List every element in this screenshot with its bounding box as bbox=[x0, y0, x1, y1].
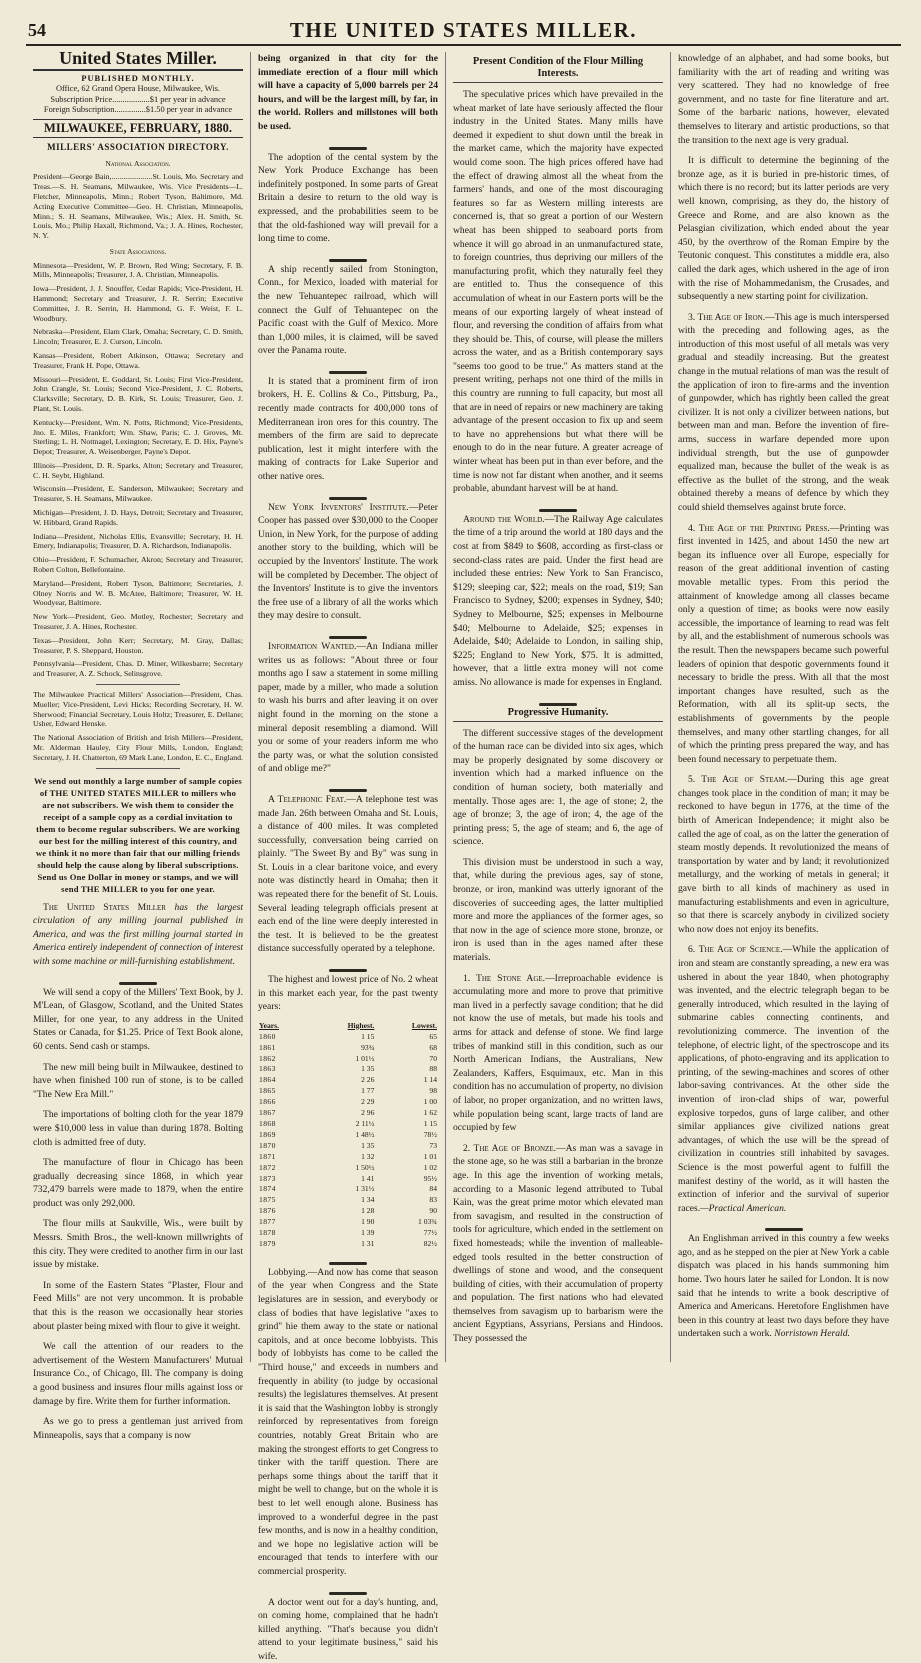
science-source: —Practical American. bbox=[700, 1203, 786, 1214]
table-row bbox=[258, 1141, 438, 1152]
table-cell-lowest: 1 00 bbox=[375, 1097, 438, 1108]
article-science-age: —While the application of iron and steam are constantly spreading, a new era was ushered in about the year 1840, when photography was invented, and the electric telegraph began to be generally introduced, which resulted in the laying of submarine cables connecting continents, and revolutionizing commerce. The invention of the telephone, of electric light, of the spectroscope and its applications, of photo-engraving and its application to printing, of the sewing-machines and scores of other labor-saving contrivances. At the other side the invention of iron-clad ships of war, powerful explosive torpedos, guns of large caliber, and other similar appliances give civilized nations great advantages, of which the use will be the spread of civilization in countries still inhabited by savages. Science is the most powerful agent to fulfill the manifest destiny of the world, as it will hasten the extinction of inferior and the survival of superior races. bbox=[678, 944, 889, 1213]
telephone-lead: A Telephonic Feat. bbox=[268, 794, 346, 805]
table-cell-year: 1875 bbox=[258, 1195, 309, 1206]
table-cell-year: 1867 bbox=[258, 1108, 309, 1119]
article-lobbying: Lobbying.—And now has come that season of the year when Congress and the State legislatures are in session, and everybody or class of bodies that have legislative "axes to grind" hie them away to the state or national capitols, and at once become lobbyists. This body of lobbyists has come to be called the "Third house," and exceeds in numbers and frequently in ability (to judge by occasional results) the legislatures themselves. At present it is said that the Washington lobby is strongly reinforced by representatives from foreign countries, notably Great Britain who are making the strongest efforts to get Congress to tinker with the tariff question. There are perhaps some things about the tariff that it might be well to change, but on the whole it is best to let well enough alone. Business has improved to a wonderful degree in the past few months, and is now in a healthy condition, and we hope no legislative action will be encouraged that tends to interfere with our commercial prosperity. bbox=[258, 1266, 438, 1579]
science-age-lead: 6. The Age of Science. bbox=[688, 944, 783, 955]
divider bbox=[96, 768, 180, 769]
state-entry: Minnesota—President, W. P. Brown, Red Wing; Secretary, F. B. Mills, Minneapolis; Treasurer, J. A. Christian, Minneapolis. bbox=[33, 261, 243, 281]
state-entry: Illinois—President, D. R. Sparks, Alton; Secretary and Treasurer, C. H. Seybt, Highland. bbox=[33, 461, 243, 481]
table-cell-highest: 1 50½ bbox=[309, 1163, 375, 1174]
state-heading: State Associations. bbox=[33, 245, 243, 259]
state-entry: Michigan—President, J. D. Hays, Detroit; Secretary and Treasurer, W. Hibbard, Grand Rapids. bbox=[33, 508, 243, 528]
article-inventors-institute: —Peter Cooper has passed over $30,000 to the Cooper Union, in New York, for the purpose of adding another story to the building, which will be occupied by the Inventors' Institute. The work will be completed by December. The object of the Inventors' Institute is to give the inventors the free use of a library of all the works which they may desire to consult. bbox=[258, 502, 438, 622]
state-entry: Iowa—President, J. J. Snouffer, Cedar Rapids; Vice-President, H. Hammond; Secretary and Treasurer, J. R. Serrin; Executive Committee, J. R. Serrin, H. Hammond, G. F. Weist, F. L. Woodbury. bbox=[33, 284, 243, 323]
table-cell-highest: 1 15 bbox=[309, 1032, 375, 1043]
table-row bbox=[258, 1184, 438, 1195]
article-ages-division: This division must be understood in such a way, that, while during the previous ages, say of stone, bronze, or iron, mankind was utterly ignorant of the discoveries of succeeding ages, the latter multiplied more and more the appliances of the former ages, so that now in the age of science more stone, bronze, or iron is used than in the ages named after these materials. bbox=[453, 856, 663, 965]
table-row bbox=[258, 1217, 438, 1228]
table-cell-year: 1863 bbox=[258, 1064, 309, 1075]
article-insurance: We call the attention of our readers to the advertisement of the Western Manufacturers' Mutual Insurance Co., of Chicago, Ill. The company is doing a good business and insures flour mills against loss or damage by fire. Write them for further information. bbox=[33, 1340, 243, 1408]
masthead: United States Miller. bbox=[33, 52, 243, 71]
table-cell-highest: 1 77 bbox=[309, 1086, 375, 1097]
table-cell-lowest: 65 bbox=[375, 1032, 438, 1043]
table-cell-lowest: 1 14 bbox=[375, 1075, 438, 1086]
columns bbox=[26, 52, 901, 1362]
wheat-price-table bbox=[258, 1021, 438, 1250]
ornament-divider bbox=[258, 1586, 438, 1592]
table-row bbox=[258, 1174, 438, 1185]
ornament-divider bbox=[258, 491, 438, 497]
table-cell-year: 1865 bbox=[258, 1086, 309, 1097]
state-entry: Kansas—President, Robert Atkinson, Ottawa; Secretary and Treasurer, Frank H. Pope, Ottawa. bbox=[33, 351, 243, 371]
table-cell-highest: 1 90 bbox=[309, 1217, 375, 1228]
article-bronze-age: —As man was a savage in the stone age, so he was still a barbarian in the bronze age. In this age the invention of working metals, according to a Masonic legend attributed to Tubal Kain, was the great prime motor which elevated man from savagism, and resulted in the construction of tools for agriculture, which ended in the settlement on fixed homesteads; while the invention of malleable-edged tools resulted in the better construction of dwellings of stone and wood, and the consequent building of cities, with their accumulation of property and population. The first nations who had elevated themselves from savagism up to barbarism were the ancient Egyptians, Assyrians, Persians and Hindoos. They possessed the bbox=[453, 1143, 663, 1344]
article-wheat-prices: The highest and lowest price of No. 2 wheat in this market each year, for the past twenty years: bbox=[258, 973, 438, 1014]
iron-age-lead: 3. The Age of Iron. bbox=[688, 312, 765, 323]
table-cell-highest: 2 26 bbox=[309, 1075, 375, 1086]
table-cell-lowest: 1 62 bbox=[375, 1108, 438, 1119]
state-entry: Pennsylvania—President, Chas. D. Miner, Wilkesbarre; Secretary and Treasurer, A. Z. Schock, Selinsgrove. bbox=[33, 659, 243, 679]
article-englishman: An Englishman arrived in this country a few weeks ago, and as he stepped on the pier at New York a cable dispatch was placed in his hands summoning him home. Two hours later he sailed for London. It is now said that he intends to write a book descriptive of America and Americans. Heretofore Englishmen have been in this country at least two days before they have undertaken such a work. bbox=[678, 1233, 889, 1339]
stone-age-lead: 1. The Stone Age. bbox=[463, 973, 545, 984]
table-cell-highest: 1 34 bbox=[309, 1195, 375, 1206]
column-4 bbox=[671, 52, 896, 1362]
table-cell-highest: 93¾ bbox=[309, 1043, 375, 1054]
article-flour-milling: The speculative prices which have prevailed in the wheat market of late have seriously affected the flour industry in the United States. Many mills have deemed it expedient to shut down until the break in the market came, which the majority have expected would come soon. The high prices offered have had the effect of drawing almost all the wheat from the farmers' hands, and one of the most discouraging features so far as Western milling interests are concerned is, that so great a portion of our Western wheat has been shipped to seaboard ports from whence it will go abroad in an unmanufactured state, to foreign countries, thus depriving our millers of the manufacturing profit, which they naturally feel they are entitled to. Thus the consequence of this accumulation of wheat in our Eastern ports will be the means of our exporting largely of wheat instead of flour, and reversing the condition of affairs from what they should be. This, of course, will please the millers across the water, and as a British contemporary says "seems too good to be true." As matters stand at the present writing, perhaps not one third of the mills in this country are running to full capacity, but most all that are in need of repairs or new machinery are taking advantage of the present occasion to fix up and seem to have no apprehensions but what there will be enough to do in the near future. A greater acreage of winter wheat has been put in than ever before, and the time is now not far distant when another, and it seems probable, abundant harvest will be at hand. bbox=[453, 88, 663, 496]
article-around-world: —The Railway Age calculates the time of a trip around the world at 180 days and the cost at from $849 to $608, according as first-class or second-class rates are paid. Under the first head are included these entries: New York to San Francisco, $129; sleeping car, $22; meals on the road, $19; San Francisco to Sydney, $200; expenses in Sydney, $40; Sydney to Melbourne, $25; expenses in Melbourne $40; Melbourne to Adelaide, $25; expenses in Adelaide, $40; Adelaide to London, in sailing ship, $225; England to New York, $75. It is admitted, however, that a little extra money will not come amiss. No allowance is made for expenses in England. bbox=[453, 514, 663, 688]
subscription-price: Subscription Price..................$1 per year in advance bbox=[33, 95, 243, 106]
article-steam-age: —During this age great changes took place in the condition of man; it may be reckoned to have begun in 1776, at the time of the birth of American Independence; it might also be called the age of coal, as on the latter the generation of steam mostly depends. It revolutionized the means of transportation by water and by land; it revolutionized metallurgy, and the working of metals in general; it gave birth to all kinds of machinery as used in manufacturing establishments and even in agriculture, so that there is scarcely anybody in civilized society who now does not enjoy its benefits. bbox=[678, 774, 889, 935]
table-cell-lowest: 1 15 bbox=[375, 1119, 438, 1130]
table-cell-year: 1877 bbox=[258, 1217, 309, 1228]
table-cell-highest: 1 31½ bbox=[309, 1184, 375, 1195]
table-cell-lowest: 1 02 bbox=[375, 1163, 438, 1174]
table-cell-year: 1862 bbox=[258, 1054, 309, 1065]
table-row bbox=[258, 1054, 438, 1065]
table-cell-year: 1869 bbox=[258, 1130, 309, 1141]
table-cell-year: 1874 bbox=[258, 1184, 309, 1195]
article-information-wanted: —An Indiana miller writes us as follows: "About three or four months ago I saw a statement in some milling paper, made by a miller, who made a solution to wash his burrs and after leaving it on over night found in the morning on the stone a mineral deposit resembling a diamond. Will you or some of your readers inform me who the party was, or what the solution consisted of and oblige me?" bbox=[258, 641, 438, 774]
ornament-divider bbox=[33, 976, 243, 982]
page-number: 54 bbox=[28, 20, 46, 41]
table-cell-lowest: 83 bbox=[375, 1195, 438, 1206]
table-cell-highest: 2 96 bbox=[309, 1108, 375, 1119]
bronze-age-lead: 2. The Age of Bronze. bbox=[463, 1143, 556, 1154]
wheat-table-body bbox=[258, 1032, 438, 1250]
ornament-divider bbox=[453, 697, 663, 703]
table-cell-highest: 1 35 bbox=[309, 1064, 375, 1075]
table-cell-lowest: 95½ bbox=[375, 1174, 438, 1185]
column-2 bbox=[251, 52, 446, 1362]
article-textbook: We will send a copy of the Millers' Text Book, by J. M'Lean, of Glasgow, Scotland, and the United States Miller, for one year, to any address in the United States or Canada, for $1.25. Price of Text Book alone, 60 cents. Send cash or stamps. bbox=[33, 986, 243, 1054]
table-header-years: Years. bbox=[258, 1021, 309, 1032]
running-header bbox=[26, 14, 901, 46]
circulation-lead: The United States Miller bbox=[43, 902, 166, 913]
table-cell-lowest: 90 bbox=[375, 1206, 438, 1217]
table-cell-highest: 1 41 bbox=[309, 1174, 375, 1185]
ornament-divider bbox=[453, 503, 663, 509]
article-doctor-hunting: A doctor went out for a day's hunting, and, on coming home, complained that he hadn't killed anything. "That's because you didn't attend to your legitimate business," said his wife. bbox=[258, 1596, 438, 1663]
table-row bbox=[258, 1075, 438, 1086]
ornament-divider bbox=[258, 630, 438, 636]
table-cell-year: 1872 bbox=[258, 1163, 309, 1174]
table-cell-year: 1876 bbox=[258, 1206, 309, 1217]
table-cell-lowest: 82½ bbox=[375, 1239, 438, 1250]
office-address: Office, 62 Grand Opera House, Milwaukee, Wis. bbox=[33, 84, 243, 95]
divider bbox=[96, 684, 180, 685]
dateline: MILWAUKEE, FEBRUARY, 1880. bbox=[33, 119, 243, 139]
ornament-divider bbox=[258, 783, 438, 789]
table-cell-year: 1861 bbox=[258, 1043, 309, 1054]
article-chicago-flour: The manufacture of flour in Chicago has been gradually decreasing since 1868, in which year 732,479 barrels were made to 1879, when the entire product was only 292,000. bbox=[33, 1156, 243, 1210]
state-entry: New York—President, Geo. Motley, Rochester; Secretary and Treasurer, J. A. Hines, Rochester. bbox=[33, 612, 243, 632]
ornament-divider bbox=[258, 1256, 438, 1262]
table-cell-lowest: 98 bbox=[375, 1086, 438, 1097]
state-entry: Wisconsin—President, E. Sanderson, Milwaukee; Secretary and Treasurer, S. H. Seamans, Milwaukee. bbox=[33, 484, 243, 504]
table-cell-lowest: 88 bbox=[375, 1064, 438, 1075]
information-wanted-lead: Information Wanted. bbox=[268, 641, 356, 652]
column-1 bbox=[26, 52, 251, 1362]
state-entry: Ohio—President, F. Schumacher, Akron; Secretary and Treasurer, Robert Colton, Bellefontaine. bbox=[33, 555, 243, 575]
table-row bbox=[258, 1043, 438, 1054]
table-row bbox=[258, 1119, 438, 1130]
table-cell-lowest: 73 bbox=[375, 1141, 438, 1152]
article-minneapolis-mill-cont: being organized in that city for the immediate erection of a flour mill which will have a capacity of 5,000 barrels per 24 hours, and will be the largest mill, by far, in the world. Rollers and millstones will both be used. bbox=[258, 52, 438, 134]
table-row bbox=[258, 1228, 438, 1239]
table-cell-highest: 1 39 bbox=[309, 1228, 375, 1239]
directory-title: MILLERS' ASSOCIATION DIRECTORY. bbox=[33, 141, 243, 155]
national-association: President—George Bain,.....................St. Louis, Mo. Secretary and Treas.—S. H. Seamans, Milwaukee, Wis. Vice Presidents—L. Fletcher, Minneapolis, Minn.; Robert Tyson, Baltimore, Md. Acting Executive Committee—Geo. H. Christian, Minneapolis, Minn.; S. H. Seamans, Milwaukee, Wis.; Alex. H. Smith, St. Louis, Mo.; Philip Haxall, Richmond, Va.; J. A. Hines, Rochester, N. Y. bbox=[33, 172, 243, 241]
article-plaster-mills: In some of the Eastern States "Plaster, Flour and Feed Mills" are not very uncommon. It is probable that this is the reason we occasionally hear stories about plaster being mixed with flour to give it weight. bbox=[33, 1279, 243, 1333]
table-row bbox=[258, 1108, 438, 1119]
table-cell-year: 1868 bbox=[258, 1119, 309, 1130]
table-cell-highest: 1 48½ bbox=[309, 1130, 375, 1141]
table-cell-highest: 1 01½ bbox=[309, 1054, 375, 1065]
table-row bbox=[258, 1195, 438, 1206]
table-cell-lowest: 84 bbox=[375, 1184, 438, 1195]
englishman-source: Norristown Herald. bbox=[774, 1328, 850, 1339]
state-entry: Missouri—President, E. Goddard, St. Louis; First Vice-President, John Crangle, St. Louis; Second Vice-President, J. C. Roberts, Clarksville; Secretary, D. B. Kirk, St. Louis; Treasurer, Geo. J. Plant, St. Louis. bbox=[33, 375, 243, 414]
table-cell-highest: 2 29 bbox=[309, 1097, 375, 1108]
table-cell-year: 1878 bbox=[258, 1228, 309, 1239]
table-cell-lowest: 68 bbox=[375, 1043, 438, 1054]
table-cell-lowest: 78½ bbox=[375, 1130, 438, 1141]
state-entry: Maryland—President, Robert Tyson, Baltimore; Secretaries, J. Olney Norris and W. B. McAtee, Baltimore; Treasurer, W. H. Woodyear, Baltimore. bbox=[33, 579, 243, 608]
table-cell-highest: 1 35 bbox=[309, 1141, 375, 1152]
ornament-divider bbox=[258, 365, 438, 371]
foreign-subscription: Foreign Subscription...............$1.50 per year in advance bbox=[33, 105, 243, 116]
article-iron-age: —This age is much interspersed with the preceding and following ages, as the introduction of this most useful of all metals was very gradual and steadily increasing. But the greatest change in the mutual relations of man was the result of the application of iron to fire-arms and the invention of gunpowder, which has rightly been called the great civilizer. It is not only a civilizer between nations, but between man and man. Before the invention of fire-arms, success in warfare depended more upon individual strength, but the use of gunpowder equalized man, because the bullet of the weak is as effective as the bullet of the strong, and the weak obtained thereby a means of defence by which they could shield themselves against brute force. bbox=[678, 312, 889, 513]
around-world-lead: Around the World. bbox=[463, 514, 545, 525]
table-cell-year: 1879 bbox=[258, 1239, 309, 1250]
subscription-notice: We send out monthly a large number of sample copies of THE UNITED STATES MILLER to millers who are not subscribers. We wish them to consider the receipt of a sample copy as a cordial invitation to them to become regular subscribers. We are working our best for the milling interest of this country, and we think it no more than fair that our milling friends should help the cause along by liberal subscriptions. Send us One Dollar in money or stamps, and we will send THE MILLER to you for one year. bbox=[33, 775, 243, 895]
inventors-lead: New York Inventors' Institute. bbox=[268, 502, 409, 513]
article-saukville: The flour mills at Saukville, Wis., were built by Messrs. Smith Bros., the well-known millwrights of this city. They were credited to another firm in our last issue by mistake. bbox=[33, 1217, 243, 1271]
table-row bbox=[258, 1032, 438, 1043]
table-cell-lowest: 70 bbox=[375, 1054, 438, 1065]
ornament-divider bbox=[258, 141, 438, 147]
heading-progressive-humanity: Progressive Humanity. bbox=[453, 707, 663, 722]
state-entry: Nebraska—President, Elam Clark, Omaha; Secretary, C. D. Smith, Lincoln; Treasurer, E. J. Curson, Lincoln. bbox=[33, 327, 243, 347]
article-tehuantepec: A ship recently sailed from Stonington, Conn., for Mexico, loaded with material for the new Tehuantepec railroad, which will connect the Gulf of Tehuantepec on the Pacific coast with the Gulf of Mexico. More than 1,000 miles, it is claimed, will be saved over the Panama route. bbox=[258, 263, 438, 358]
article-stone-age: —Irreproachable evidence is accumulating more and more to prove that primitive man lived in a perfectly savage condition; that he did not know the use of metals, but made his tools and arms for attack and defense of stone. We find large tribes of mankind still in this condition, such as our North American Indians, the Australians, New Zealanders, Kaffers, Esquimaux, etc. Man in this condition has no accumulation of property, no division of labor, no proper organization, and no written laws, while population being scant, large tracts of land are occupied by few bbox=[453, 973, 663, 1134]
table-cell-lowest: 77½ bbox=[375, 1228, 438, 1239]
practical-millers-association: The Milwaukee Practical Millers' Association—President, Chas. Mueller; Vice-President, Levi Hicks; Recording Secretary, H. W. Sherwood; Financial Secretary, Louis Holtz; Treasurer, E. Dellane; Usher, Edward Henske. bbox=[33, 690, 243, 729]
table-cell-year: 1866 bbox=[258, 1097, 309, 1108]
table-row bbox=[258, 1086, 438, 1097]
table-cell-year: 1864 bbox=[258, 1075, 309, 1086]
state-entry: Indiana—President, Nicholas Ellis, Evansville; Secretary, H. H. Emery, Indianapolis; Treasurer, D. A. Richardson, Indianapolis. bbox=[33, 532, 243, 552]
steam-age-lead: 5. The Age of Steam. bbox=[688, 774, 787, 785]
table-cell-highest: 1 28 bbox=[309, 1206, 375, 1217]
table-cell-year: 1870 bbox=[258, 1141, 309, 1152]
table-row bbox=[258, 1097, 438, 1108]
table-cell-highest: 2 11½ bbox=[309, 1119, 375, 1130]
article-bolting-cloth: The importations of bolting cloth for the year 1879 were $10,000 less in value than during 1878. Bolting cloth is admitted free of duty. bbox=[33, 1108, 243, 1149]
table-row bbox=[258, 1130, 438, 1141]
heading-flour-milling: Present Condition of the Flour Milling Interests. bbox=[453, 56, 663, 83]
article-bronze-age-cont: knowledge of an alphabet, and had some books, but familiarity with the art of reading and writing was very scattered. They had no knowledge of free government, and no taste for fine literature and art. Some of the barbaric nations, however, elevated themselves to literary and artistic productions, so that the transition to the next age is very gradual. bbox=[678, 52, 889, 147]
column-3 bbox=[446, 52, 671, 1362]
table-cell-highest: 1 31 bbox=[309, 1239, 375, 1250]
ornament-divider bbox=[678, 1222, 889, 1228]
article-cental-system: The adoption of the cental system by the New York Produce Exchange has been indefinitely postponed. In some parts of Great Britain a desire to return to the old way is expressed, and the probabilities seem to be that the old-fashioned way will prevail for a long time to come. bbox=[258, 151, 438, 246]
table-cell-highest: 1 32 bbox=[309, 1152, 375, 1163]
table-row bbox=[258, 1239, 438, 1250]
article-printing-age: —Printing was first invented in 1425, and about 1450 the new art began its influence over all Europe, especially for reason of the great additional invention of casting movable metallic types. From this period the attainment of knowledge among all classes became only a question of time; as books were now easily accessible, the importance of learning to read was felt by all, and the establishment of numerous schools was the result. Then the newspapers became such powerful leaders of opinion that despotic governments found it necessary to bridle the press. With all that the most important changes have resulted, such as the Reformation, with all its split-up sects, the establishments of governments by the people themselves, and many other startling changes, for all of which the printing press prepared the way, and has been found necessary to perpetuate them. bbox=[678, 523, 889, 765]
article-dark-ages: It is difficult to determine the beginning of the bronze age, as it is buried in pre-historic times, of which there is no record; but its latter periods are very well known, comprising, as they do, the history of Greece and Rome, and are also known as the Pelasgian civilization, which ended about the year 450, by the overthrow of the Roman Empire by the Teutonic conquest. This constitutes a middle era, also called the dark ages, which ushered in the age of iron with the rise of Mohammedanism, the Crusades, and subsequently a new starting point for civilization. bbox=[678, 154, 889, 304]
state-entry: Kentucky—President, Wm. N. Potts, Richmond; Vice-Presidents, Jno. E. Miles, Frankfort; Wm. Shaw, Paris; C. J. Groves, Mt. Sterling; L. H. Nottnagel, Lexington; Secretary, E. D. Hix, Payne's Depot; Treasurer, A. Weisenberger, Payne's Depot. bbox=[33, 418, 243, 457]
table-header-highest: Highest. bbox=[309, 1021, 375, 1032]
article-minneapolis-mill: As we go to press a gentleman just arrived from Minneapolis, says that a company is now bbox=[33, 1415, 243, 1442]
table-cell-lowest: 1 01 bbox=[375, 1152, 438, 1163]
article-iron-ores: It is stated that a prominent firm of iron brokers, H. E. Collins & Co., Pittsburg, Pa., recently made contracts for 400,000 tons of Mediterranean iron ores for this country. The members of the firm are said to deprecate publication, lest it might interfere with the making of contracts for Lake Superior and other native ores. bbox=[258, 375, 438, 484]
ornament-divider bbox=[258, 963, 438, 969]
newspaper-title: THE UNITED STATES MILLER. bbox=[26, 14, 901, 43]
british-millers-association: The National Association of British and Irish Millers—President, Mr. Alderman Hauley, City Flour Mills, London, England; Secretary, J. H. Chatterton, 69 Mark Lane, London, E. C., England. bbox=[33, 733, 243, 762]
table-row bbox=[258, 1163, 438, 1174]
table-row bbox=[258, 1152, 438, 1163]
publication-frequency: PUBLISHED MONTHLY. bbox=[33, 74, 243, 85]
article-telephone: —A telephone test was made Jan. 26th between Omaha and St. Louis, a distance of 400 miles. It was completed successfully, conversation being carried on plainly. "The Sweet By and By" was sung in St. Louis in a clear baritone voice, and every note was distinctly heard in Omaha; then it was repeated there for the benefit of St. Louis. Several leading telegraph officials present at each end of the line were deeply interested in the test. It is believed to be the greatest distance successfully operated by a telephone. bbox=[258, 794, 438, 955]
printing-age-lead: 4. The Age of the Printing Press. bbox=[688, 523, 830, 534]
circulation-text: has the largest circulation of any milling journal published in America, and was the first milling journal started in America entirely independent of connection of interest with some machine or mill-furnishing establishment. bbox=[33, 902, 243, 967]
article-new-mill: The new mill being built in Milwaukee, destined to have when finished 100 run of stone, is to be called "The New Era Mill." bbox=[33, 1061, 243, 1102]
state-entry: Texas—President, John Kerr; Secretary, M. Gray, Dallas; Treasurer, P. S. Sheppard, Houston. bbox=[33, 636, 243, 656]
table-cell-year: 1871 bbox=[258, 1152, 309, 1163]
table-row bbox=[258, 1206, 438, 1217]
table-row bbox=[258, 1064, 438, 1075]
ornament-divider bbox=[258, 253, 438, 259]
national-heading: National Association. bbox=[33, 157, 243, 171]
table-cell-year: 1860 bbox=[258, 1032, 309, 1043]
table-header-lowest: Lowest. bbox=[375, 1021, 438, 1032]
table-cell-year: 1873 bbox=[258, 1174, 309, 1185]
article-ages-intro: The different successive stages of the development of the human race can be divided into six ages, which may be properly designated by some discovery or invention which had a marked influence on the condition of human society, both materially and mentally. Those ages are: 1, the age of stone; 2, the age of bronze; 3, the age of iron; 4, the age of the printing press; 5, the age of steam; and 6, the age of science. bbox=[453, 727, 663, 849]
table-cell-lowest: 1 03¾ bbox=[375, 1217, 438, 1228]
